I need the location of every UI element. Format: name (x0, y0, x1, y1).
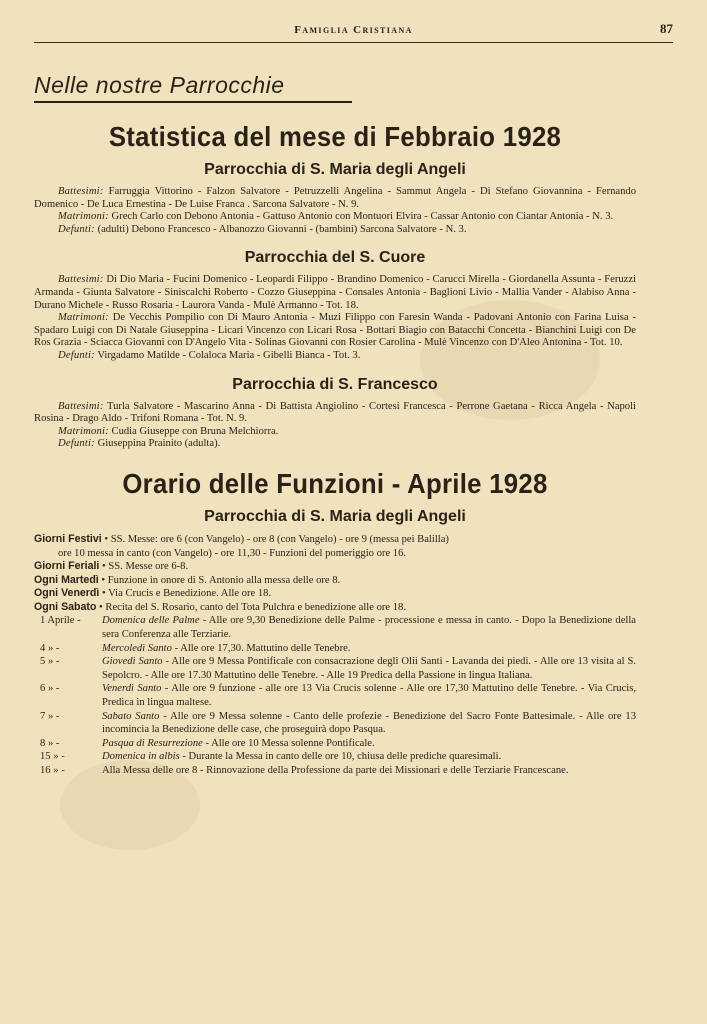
entry-text: Di Dio Maria - Fucini Domenico - Leopardi Filippo - Brandino Domenico - Carucci Mirella - Giordanella Assunta - Feruzzi Armanda - Giunta Salvatore - Siniscalchi Roberto - Cozzo Giuseppina - Consales Antonia - Baglioni Livio - Mallia Vander - Alabiso Anna - Durano Michele - Russo Rosaria - Laurora Vanda - Mulè Armanno - Tot. 18. (34, 274, 636, 311)
page-number: 87 (660, 21, 673, 36)
entry-label: Defunti: (58, 349, 95, 361)
schedule-row (34, 533, 636, 547)
schedule-parish-name: Parrocchia di S. Maria degli Angeli (204, 507, 466, 525)
feast-name: Venerdì Santo (102, 683, 162, 695)
date-label: 15 » - (40, 751, 65, 763)
entry-text: (adulti) Debono Francesco - Albanozzo Giovanni - (bambini) Sarcona Salvatore - N. 3. (97, 223, 467, 235)
date-label: 6 » - (40, 683, 60, 695)
date-row (34, 614, 636, 641)
date-text (102, 737, 636, 751)
entry-text: Turla Salvatore - Mascarino Anna - Di Battista Angiolino - Cortesi Francesca - Perrone Gaetana - Ricca Angela - Napoli Rosina - Drago Aldo - Trifoni Romana - Tot. N. 9. (34, 400, 636, 425)
schedule-row (34, 560, 636, 574)
article-body (34, 120, 636, 778)
parish-block (34, 375, 636, 451)
feast-name: Mercoledì Santo (102, 642, 172, 654)
entry-label: Matrimoni: (58, 425, 109, 437)
date-text (102, 764, 636, 778)
dated-schedule (34, 614, 636, 777)
entry-text: De Vecchis Pompilio con Di Mauro Antonia - Muzi Filippo con Faresin Wanda - Padovani Antonio con Farina Luisa - Spadaro Luigi con Di Natale Giuseppina - Licari Vincenzo con Licari Rosa - Bottari Biagio con Batacchi Concetta - Bianchini Luigi con De Ros Grazia - Sciacca Giovanni con D'Angelo Vita - Solinas Giovanni con Rosier Carolina - Mulè Vincenzo con D'Aleo Antonina - Tot. 10. (34, 312, 636, 349)
schedule-text: • Via Crucis e Benedizione. Alle ore 18. (102, 588, 272, 600)
parish-block (34, 160, 636, 236)
feast-name: Domenica in albis (102, 751, 180, 763)
parish-name: Parrocchia di S. Francesco (232, 375, 438, 393)
running-header (34, 20, 673, 43)
date-row (34, 764, 636, 778)
schedule-day: Ogni Venerdì (34, 587, 100, 600)
schedule-text: • SS. Messe: ore 6 (con Vangelo) - ore 8 (con Vangelo) - ore 9 (messa pei Balilla) (104, 533, 449, 545)
schedule-row-continued: ore 10 messa in canto (con Vangelo) - ore 11,30 - Funzioni del pomeriggio ore 16. (58, 547, 407, 559)
entry-text: Cudia Giuseppe con Bruna Melchiorra. (111, 425, 279, 437)
marriages-entry (34, 312, 636, 350)
deaths-entry (34, 350, 636, 363)
event-text: - Alle ore 9,30 Benedizione delle Palme - processione e messa in canto. - Dopo la Benedizione della sera Conferenza alle Terziarie. (102, 615, 636, 641)
schedule-row (34, 601, 636, 615)
section-title: Nelle nostre Parrocchie (34, 72, 352, 103)
baptisms-entry (34, 186, 636, 211)
date-label: 16 » - (40, 765, 65, 776)
date-row (34, 682, 636, 709)
schedule-day: Giorni Feriali (34, 560, 100, 573)
baptisms-entry (34, 401, 636, 426)
entry-text: Virgadamo Matilde - Colaloca Maria - Gibelli Bianca - Tot. 3. (97, 349, 361, 361)
event-text: - Alle ore 9 Messa Pontificale con consacrazione degli Olii Santi - Lavanda dei piedi. - Alle ore 13 visita al S. Sepolcro. - Alle ore 17.30 Mattutino delle Tenebre. - Alle 19 Predica della Passione in lingua Italiana. (102, 656, 636, 681)
schedule-day: Ogni Martedì (34, 573, 99, 586)
parish-name: Parrocchia di S. Maria degli Angeli (204, 161, 466, 178)
schedule-day: Giorni Festivi (34, 532, 102, 545)
date-text (102, 750, 636, 764)
date-label: 8 » - (40, 737, 60, 749)
date-label: 1 Aprile - (40, 615, 81, 627)
weekly-schedule (34, 533, 636, 615)
entry-label: Defunti: (58, 223, 95, 235)
parish-name: Parrocchia del S. Cuore (244, 249, 426, 267)
date-row (34, 737, 636, 751)
entry-label: Defunti: (58, 438, 95, 450)
feast-name: Domenica delle Palme (102, 615, 200, 627)
event-text: Alla Messa delle ore 8 - Rinnovazione della Professione da parte dei Missionari e delle Terziarie Francescane. (102, 765, 569, 776)
event-text: - Alle ore 10 Messa solenne Pontificale. (205, 737, 375, 749)
event-text: - Alle ore 17,30. Mattutino delle Tenebre. (174, 642, 351, 654)
entry-label: Matrimoni: (58, 211, 109, 223)
parish-block (34, 248, 636, 362)
entry-label: Battesimi: (58, 274, 104, 286)
feast-name: Giovedì Santo (102, 656, 163, 668)
baptisms-entry (34, 274, 636, 312)
date-row (34, 642, 636, 656)
date-label: 7 » - (40, 710, 60, 722)
event-text: - Durante la Messa in canto delle ore 10, chiusa delle prediche quaresimali. (182, 751, 502, 763)
entry-label: Battesimi: (58, 186, 104, 197)
marriages-entry (34, 211, 636, 224)
schedule-title: Orario delle Funzioni - Aprile 1928 (122, 467, 548, 499)
schedule-text: • Funzione in onore di S. Antonio alla messa delle ore 8. (101, 574, 341, 586)
date-text (102, 614, 636, 641)
schedule-day: Ogni Sabato (34, 600, 97, 613)
date-text (102, 642, 636, 656)
date-row (34, 750, 636, 764)
entry-text: Farruggia Vittorino - Falzon Salvatore - Petruzzelli Angelina - Sammut Angela - Di Stefano Giovannina - Fernando Domenico - De Luca Ernestina - De Luise Franca . Sarcona Salvatore - N. 9. (34, 186, 636, 210)
date-row (34, 710, 636, 737)
feast-name: Sabato Santo (102, 710, 160, 722)
statistics-title: Statistica del mese di Febbraio 1928 (108, 121, 562, 152)
entry-label: Matrimoni: (58, 312, 109, 324)
schedule-row (34, 587, 636, 601)
entry-text: Giuseppina Prainito (adulta). (97, 438, 221, 450)
running-title: Famiglia Cristiana (294, 24, 413, 36)
date-row (34, 655, 636, 682)
event-text: - Alle ore 9 funzione - alle ore 13 Via Crucis solenne - Alle ore 17,30 Mattutino delle Tenebre. - Via Crucis, Predica in lingua maltese. (102, 683, 637, 709)
deaths-entry (34, 438, 636, 451)
deaths-entry (34, 224, 636, 237)
schedule-text: • Recita del S. Rosario, canto del Tota Pulchra e benedizione alle ore 18. (99, 601, 406, 613)
marriages-entry (34, 426, 636, 439)
date-label: 5 » - (40, 656, 60, 668)
feast-name: Pasqua di Resurrezione (102, 737, 203, 749)
event-text: - Alle ore 9 Messa solenne - Canto delle profezie - Benedizione del Sacro Fonte Battesimale. - Alle ore 13 incomincia la Benedizione delle case, che proseguirà dopo Pasqua. (102, 710, 636, 736)
date-text (102, 682, 636, 709)
entry-text: Grech Carlo con Debono Antonia - Gattuso Antonio con Montuori Elvira - Cassar Antonio con Ciantar Antonia - N. 3. (111, 211, 614, 223)
schedule-row (34, 574, 636, 588)
date-text (102, 655, 636, 682)
entry-label: Battesimi: (58, 400, 104, 412)
date-text (102, 710, 636, 737)
schedule-text: • SS. Messe ore 6-8. (102, 561, 189, 573)
date-label: 4 » - (40, 642, 60, 654)
